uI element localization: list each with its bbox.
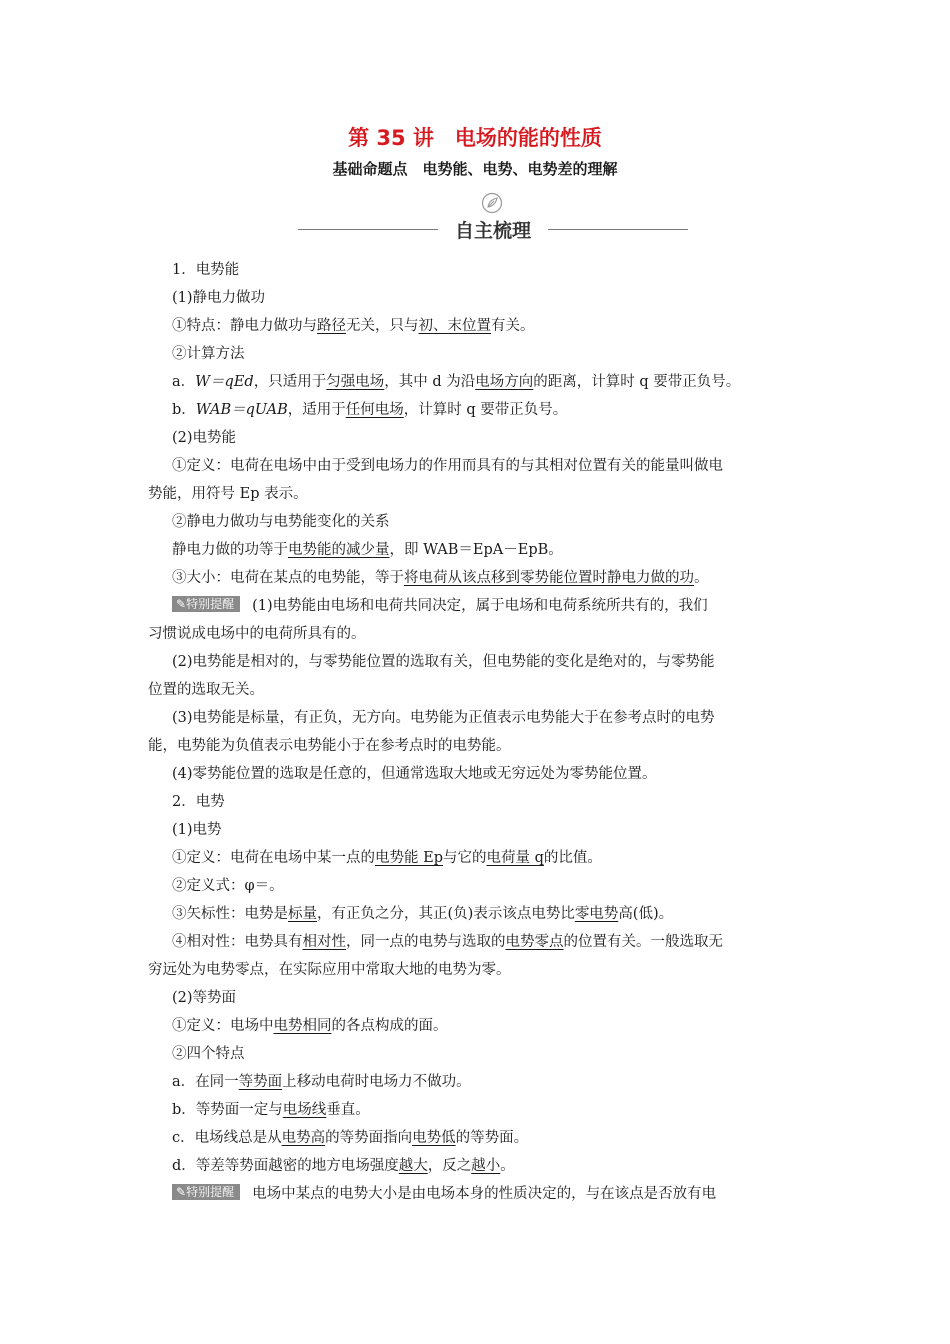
paragraph-formula: ②定义式：φ＝。 xyxy=(172,878,284,894)
note-1-l1: ✎特别提醒 (1)电势能由电场和电荷共同决定，属于电场和电荷系统所共有的，我们 xyxy=(172,596,708,616)
leaf-emblem-icon xyxy=(481,192,503,214)
note-3-l1: (3)电势能是标量，有正负，无方向。电势能为正值表示电势能大于在参考点时的电势 xyxy=(172,710,715,726)
note-3-l2: 能，电势能为负值表示电势能小于在参考点时的电势能。 xyxy=(148,738,511,754)
note-badge: ✎特别提醒 xyxy=(172,596,240,612)
sub-heading-four-features: ②四个特点 xyxy=(172,1046,245,1062)
paragraph-relation: 静电力做的功等于电势能的减少量，即 WAB＝EpA－EpB。 xyxy=(172,542,563,558)
paragraph-relativity-l2: 穷远处为电势零点，在实际应用中常取大地的电势为零。 xyxy=(148,962,511,978)
paragraph-calc-b: b．WAB＝qUAB，适用于任何电场，计算时 q 要带正负号。 xyxy=(172,402,568,418)
note-1-l2: 习惯说成电场中的电荷所具有的。 xyxy=(148,626,366,642)
lecture-title: 第 35 讲 电场的能的性质 xyxy=(348,126,602,150)
paragraph-feature: ①特点：静电力做功与路径无关，只与初、末位置有关。 xyxy=(172,318,535,334)
sub-heading-work: (1)静电力做功 xyxy=(172,290,266,306)
feature-d: d．等差等势面越密的地方电场强度越大，反之越小。 xyxy=(172,1158,515,1174)
note-5: ✎特别提醒 电场中某点的电势大小是由电场本身的性质决定的，与在该点是否放有电 xyxy=(172,1184,716,1204)
heading-electric-potential-energy: 1．电势能 xyxy=(172,262,240,278)
paragraph-definition-l1: ①定义：电荷在电场中由于受到电场力的作用而具有的与其相对位置有关的能量叫做电 xyxy=(172,458,723,474)
sub-heading-potential: (1)电势 xyxy=(172,822,222,838)
section-rule-right xyxy=(548,229,688,230)
feature-b: b．等势面一定与电场线垂直。 xyxy=(172,1102,370,1118)
note-2-l2: 位置的选取无关。 xyxy=(148,682,264,698)
paragraph-relativity-l1: ④相对性：电势具有相对性，同一点的电势与选取的电势零点的位置有关。一般选取无 xyxy=(172,934,723,950)
note-4: (4)零势能位置的选取是任意的，但通常选取大地或无穷远处为零势能位置。 xyxy=(172,766,657,782)
section-header xyxy=(298,192,688,252)
paragraph-equipotential-definition: ①定义：电场中电势相同的各点构成的面。 xyxy=(172,1018,448,1034)
feature-c: c．电场线总是从电势高的等势面指向电势低的等势面。 xyxy=(172,1130,529,1146)
feature-a: a．在同一等势面上移动电荷时电场力不做功。 xyxy=(172,1074,471,1090)
note-2-l1: (2)电势能是相对的，与零势能位置的选取有关，但电势能的变化是绝对的，与零势能 xyxy=(172,654,715,670)
heading-electric-potential: 2．电势 xyxy=(172,794,225,810)
paragraph-calc-a: a．W＝qEd，只适用于匀强电场，其中 d 为沿电场方向的距离，计算时 q 要带正负号。 xyxy=(172,374,741,390)
paragraph-scalar: ③矢标性：电势是标量，有正负之分，其正(负)表示该点电势比零电势高(低)。 xyxy=(172,906,674,922)
paragraph-potential-definition: ①定义：电荷在电场中某一点的电势能 Ep与它的电荷量 q的比值。 xyxy=(172,850,602,866)
sub-heading-relation: ②静电力做功与电势能变化的关系 xyxy=(172,514,390,530)
sub-heading-calc: ②计算方法 xyxy=(172,346,245,362)
sub-heading-potential-energy: (2)电势能 xyxy=(172,430,237,446)
section-label: 自主梳理 xyxy=(454,220,531,242)
paragraph-definition-l2: 势能，用符号 Ep 表示。 xyxy=(148,486,308,502)
note-badge: ✎特别提醒 xyxy=(172,1184,240,1200)
sub-heading-equipotential: (2)等势面 xyxy=(172,990,237,1006)
paragraph-magnitude: ③大小：电荷在某点的电势能，等于将电荷从该点移到零势能位置时静电力做的功。 xyxy=(172,570,709,586)
lecture-subtitle: 基础命题点 电势能、电势、电势差的理解 xyxy=(332,160,618,178)
